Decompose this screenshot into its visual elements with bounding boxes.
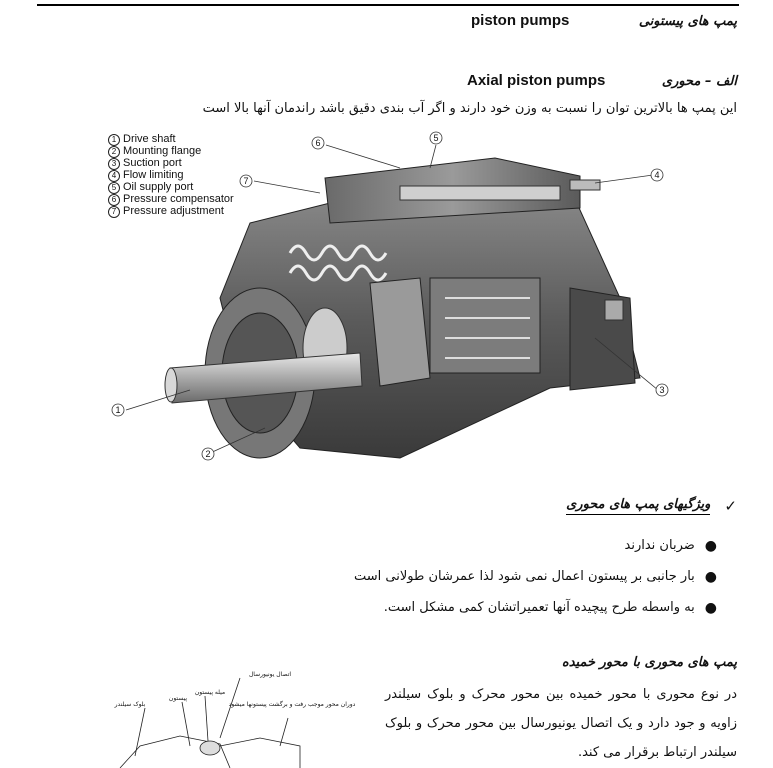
parts-legend — [108, 134, 234, 218]
legend-item — [108, 194, 234, 206]
bent-axis-diagram — [60, 666, 356, 768]
bullet-icon: ● — [704, 537, 717, 554]
label-piston: پیستون — [168, 695, 188, 702]
legend-number: 3 — [108, 158, 120, 170]
legend-number: 5 — [108, 182, 120, 194]
label-universal-joint: اتصال یونیورسال — [248, 671, 292, 678]
legend-label: Pressure adjustment — [123, 205, 224, 218]
callout-2: 2 — [205, 449, 211, 459]
header-english: piston pumps — [471, 12, 570, 29]
bullet-icon: ● — [704, 599, 717, 616]
legend-label: Suction port — [123, 157, 182, 170]
legend-label: Pressure compensator — [123, 193, 234, 206]
legend-item — [108, 206, 234, 218]
bent-axis-title: پمپ های محوری با محور خمیده — [561, 655, 737, 670]
label-rotation-note: دوران محور موجب رفت و برگشت پیستونها میشود — [228, 701, 356, 708]
list-item — [354, 592, 717, 623]
features-list — [354, 530, 717, 623]
list-item-text: به واسطه طرح پیچیده آنها تعمیراتشان کمی مشکل است. — [383, 600, 695, 615]
features-heading — [566, 497, 737, 515]
header-persian: پمپ های پیستونی — [638, 14, 737, 29]
legend-label: Mounting flange — [123, 145, 202, 158]
rear-block — [570, 288, 635, 390]
list-item-text: ضربان ندارند — [624, 538, 695, 553]
section-title-persian: الف – محوری — [661, 74, 737, 89]
label-piston-rod: میله پیستون — [194, 689, 226, 696]
features-title: ویژگیهای پمپ های محوری — [566, 497, 710, 515]
legend-item — [108, 158, 234, 170]
callout-1: 1 — [115, 405, 121, 415]
callout-7: 7 — [243, 176, 249, 186]
legend-item — [108, 182, 234, 194]
bullet-icon: ● — [704, 568, 717, 585]
callout-4: 4 — [654, 170, 660, 180]
legend-label: Flow limiting — [123, 169, 184, 182]
check-icon: ✓ — [724, 497, 737, 515]
list-item-text: بار جانبی بر پیستون اعمال نمی شود لذا عمرشان طولانی است — [354, 569, 695, 584]
section-title-english: Axial piston pumps — [467, 72, 606, 89]
top-rule — [37, 4, 739, 6]
legend-number: 4 — [108, 170, 120, 182]
callout-5: 5 — [433, 133, 439, 143]
callout-3: 3 — [659, 385, 665, 395]
legend-label: Drive shaft — [123, 133, 176, 146]
bent-axis-paragraph: در نوع محوری با محور خمیده بین محور محرک و بلوک سیلندر زاویه و جود دارد و یک اتصال یونیورسال بین محور محرک و بلوک سیلندر ارتباط برقرار می کند. — [385, 687, 737, 760]
legend-number: 6 — [108, 194, 120, 206]
legend-label: Oil supply port — [123, 181, 194, 194]
label-cylinder-block: بلوک سیلندر — [114, 701, 146, 708]
legend-item — [108, 170, 234, 182]
intro-text: این پمپ ها بالاترین توان را نسبت به وزن خود دارند و اگر آب بندی دقیق باشد راندمان آنها بالا است — [202, 101, 737, 116]
callout-6: 6 — [315, 138, 321, 148]
legend-item — [108, 134, 234, 146]
legend-number: 7 — [108, 206, 120, 218]
legend-number: 1 — [108, 134, 120, 146]
list-item — [354, 561, 717, 592]
legend-number: 2 — [108, 146, 120, 158]
list-item — [354, 530, 717, 561]
legend-item — [108, 146, 234, 158]
